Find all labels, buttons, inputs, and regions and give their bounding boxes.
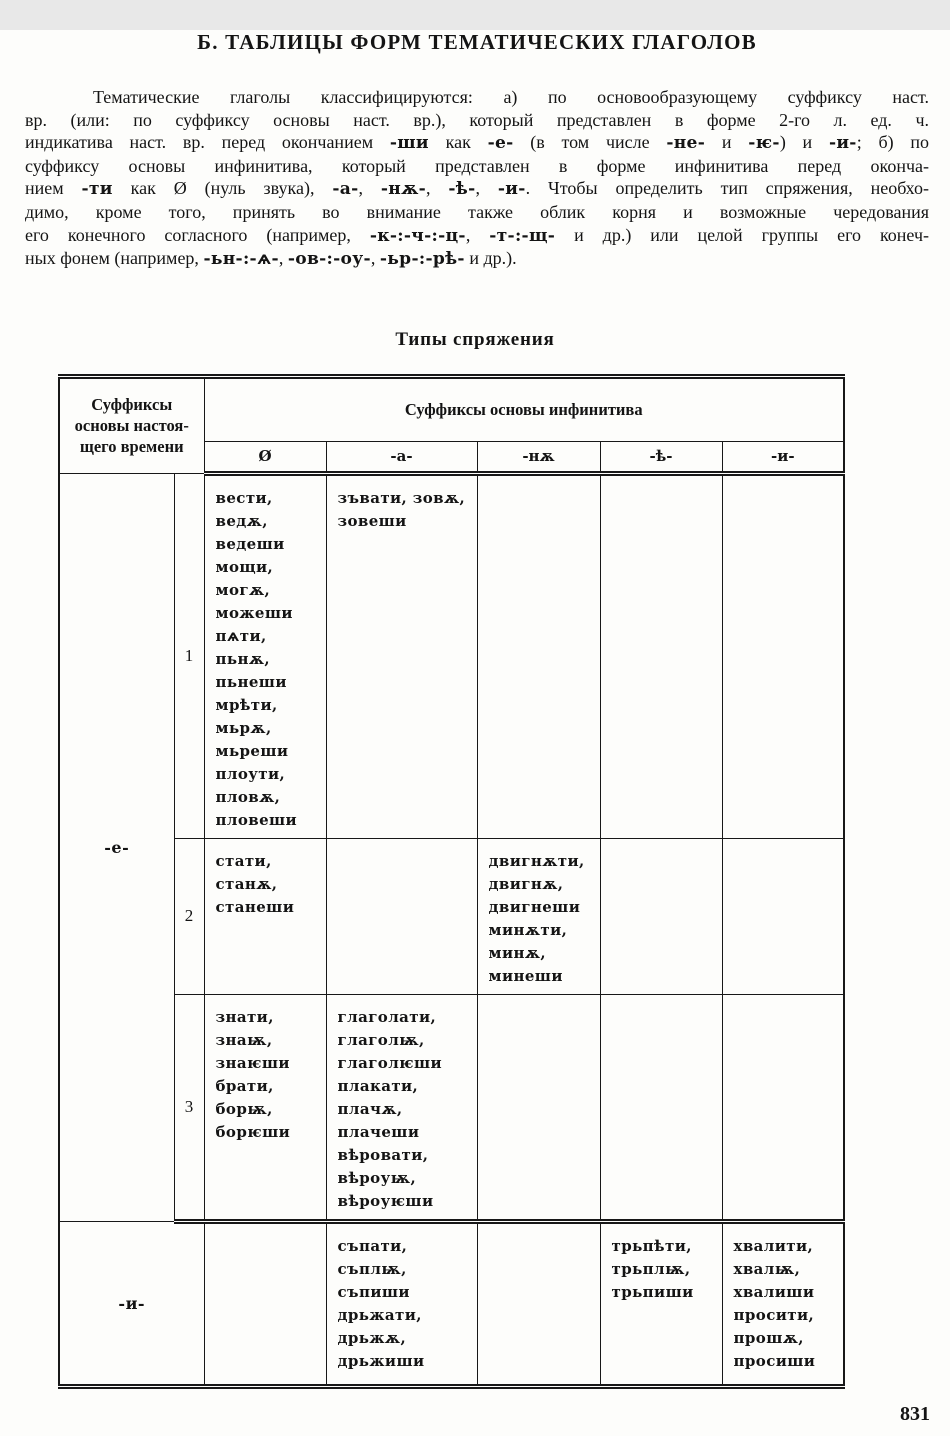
infinitive-stem-header: Суффиксы основы инфинитива bbox=[204, 376, 844, 441]
verb-form: знати, bbox=[215, 1007, 274, 1026]
verb-cell bbox=[600, 994, 722, 1221]
table-title: Типы спряжения bbox=[395, 328, 555, 350]
paragraph-line bbox=[25, 177, 929, 201]
verb-form: вѣроуѥши bbox=[337, 1191, 434, 1210]
verb-form: борѭ, bbox=[215, 1099, 273, 1118]
verb-cell bbox=[326, 1221, 477, 1386]
verb-form: мощи, bbox=[215, 557, 274, 576]
verb-form: станѫ, bbox=[215, 874, 278, 893]
paragraph-text: , bbox=[278, 248, 288, 269]
paragraph-text: как Ø (нуль звука), bbox=[112, 178, 333, 199]
verb-form: съплѭ, bbox=[337, 1259, 407, 1278]
present-stem-header-line: щего времени bbox=[79, 437, 184, 457]
verb-cell bbox=[722, 1221, 844, 1386]
verb-form: плачѫ, bbox=[337, 1099, 403, 1118]
verb-cell bbox=[326, 838, 477, 994]
verb-form: минеши bbox=[488, 966, 563, 985]
verb-cell bbox=[204, 838, 326, 994]
verb-form: дрьжѫ, bbox=[337, 1328, 407, 1347]
verb-form: пловеши bbox=[215, 810, 298, 829]
verb-form: плачеши bbox=[337, 1122, 420, 1141]
paragraph-line bbox=[25, 224, 929, 248]
paragraph-text: , bbox=[475, 178, 498, 199]
verb-cell bbox=[722, 473, 844, 838]
table-row bbox=[59, 838, 844, 994]
verb-form: ведеши bbox=[215, 534, 285, 553]
paragraph-text: вр. (или: по суффиксу основы наст. вр.), который представлен в форме 2-го л. ед. ч. bbox=[25, 109, 929, 130]
verb-cell bbox=[722, 838, 844, 994]
paragraph-text: . Чтобы определить тип спряжения, необхо- bbox=[525, 178, 929, 199]
paragraph-text: , bbox=[358, 178, 381, 199]
column-header-i: -и- bbox=[722, 441, 844, 473]
column-header-zero: Ø bbox=[204, 441, 326, 473]
verb-form: мрѣти, bbox=[215, 695, 278, 714]
verb-form: станеши bbox=[215, 897, 295, 916]
verb-form: глаголѥши bbox=[337, 1053, 443, 1072]
verb-form: плакати, bbox=[337, 1076, 419, 1095]
verb-form: двигнеши bbox=[488, 897, 581, 916]
verb-form: ведѫ, bbox=[215, 511, 268, 530]
verb-form: вѣроуѭ, bbox=[337, 1168, 417, 1187]
ocs-suffix: -ти bbox=[81, 179, 113, 200]
ocs-suffix: -ьн-:-ѧ- bbox=[203, 249, 279, 270]
verb-form: знаѭ, bbox=[215, 1030, 273, 1049]
verb-cell bbox=[477, 994, 600, 1221]
paragraph-text: димо, кроме того, принять во внимание также облик корня и возможные чередования bbox=[25, 201, 929, 222]
column-header-a: -а- bbox=[326, 441, 477, 473]
verb-form: плоути, bbox=[215, 764, 286, 783]
ocs-suffix: -ши bbox=[389, 133, 429, 154]
verb-cell bbox=[204, 473, 326, 838]
paragraph-line bbox=[25, 109, 929, 132]
paragraph-line bbox=[25, 155, 929, 178]
verb-form: прошѫ, bbox=[733, 1328, 804, 1347]
verb-form: мьрѫ, bbox=[215, 718, 272, 737]
verb-form: пьнеши bbox=[215, 672, 287, 691]
present-stem-header-line: основы настоя- bbox=[74, 416, 189, 436]
ocs-suffix: -ѣ- bbox=[448, 179, 476, 200]
ocs-suffix: -ьр-:-рѣ- bbox=[379, 249, 465, 270]
column-header-jat: -ѣ- bbox=[600, 441, 722, 473]
stem-suffix-label: -и- bbox=[59, 1221, 204, 1386]
verb-form: пьнѫ, bbox=[215, 649, 271, 668]
paragraph-text: , bbox=[426, 178, 449, 199]
verb-form: трьпѣти, bbox=[611, 1236, 692, 1255]
verb-cell bbox=[204, 1221, 326, 1386]
ocs-suffix: -не- bbox=[666, 133, 706, 154]
verb-cell bbox=[600, 1221, 722, 1386]
paragraph-text: и bbox=[705, 132, 749, 153]
verb-cell bbox=[477, 473, 600, 838]
paragraph-text: как bbox=[428, 132, 488, 153]
verb-form: дрьжиши bbox=[337, 1351, 425, 1370]
verb-form: дрьжати, bbox=[337, 1305, 422, 1324]
paragraph-line bbox=[25, 201, 929, 224]
verb-form: вѣровати, bbox=[337, 1145, 429, 1164]
paragraph-text: и др.). bbox=[464, 248, 517, 269]
verb-cell bbox=[477, 1221, 600, 1386]
verb-form: мьреши bbox=[215, 741, 289, 760]
paragraph-text: нием bbox=[25, 178, 82, 199]
conjugation-table bbox=[58, 374, 845, 1389]
paragraph-text: , bbox=[370, 248, 380, 269]
verb-form: брати, bbox=[215, 1076, 274, 1095]
paragraph-line bbox=[25, 247, 929, 271]
verb-form: глаголѭ, bbox=[337, 1030, 425, 1049]
paragraph-text: суффиксу основы инфинитива, который представлен в форме инфинитива перед оконча- bbox=[25, 155, 929, 176]
verb-form: трьпиши bbox=[611, 1282, 694, 1301]
verb-cell bbox=[722, 994, 844, 1221]
verb-cell bbox=[326, 994, 477, 1221]
verb-form: двигнѫти, bbox=[488, 851, 585, 870]
paragraph-line bbox=[25, 131, 929, 155]
ocs-suffix: -т-:-щ- bbox=[489, 225, 556, 246]
paragraph-text: ; б) по bbox=[856, 132, 929, 153]
ocs-suffix: -и- bbox=[497, 179, 526, 200]
present-stem-header bbox=[59, 376, 204, 473]
verb-form: могѫ, bbox=[215, 580, 271, 599]
verb-cell bbox=[326, 473, 477, 838]
verb-form: пѧти, bbox=[215, 626, 267, 645]
ocs-suffix: -е- bbox=[487, 133, 514, 154]
book-page bbox=[0, 30, 950, 1436]
verb-form: стати, bbox=[215, 851, 272, 870]
conjugation-table-body bbox=[59, 473, 844, 1386]
ocs-suffix: -нѫ- bbox=[380, 179, 427, 200]
table-row bbox=[59, 473, 844, 838]
class-number: 2 bbox=[174, 838, 204, 994]
verb-form: борѥши bbox=[215, 1122, 291, 1141]
verb-form: глаголати, bbox=[337, 1007, 437, 1026]
verb-cell bbox=[600, 838, 722, 994]
verb-form: хвалити, bbox=[733, 1236, 814, 1255]
paragraph-text: ) и bbox=[779, 132, 829, 153]
verb-form: просиши bbox=[733, 1351, 816, 1370]
paragraph-line bbox=[25, 86, 929, 109]
paragraph-text: Тематические глаголы классифицируются: а) по основообразующему суффиксу наст. bbox=[93, 87, 929, 107]
verb-form: минѫ, bbox=[488, 943, 547, 962]
paragraph-text: его конечного согласного (например, bbox=[25, 224, 370, 245]
page-title: Б. ТАБЛИЦЫ ФОРМ ТЕМАТИЧЕСКИХ ГЛАГОЛОВ bbox=[197, 30, 757, 54]
verb-form: можеши bbox=[215, 603, 293, 622]
stem-suffix-label: -е- bbox=[59, 473, 174, 1221]
paragraph-text: (в том числе bbox=[513, 132, 667, 153]
class-number: 3 bbox=[174, 994, 204, 1221]
verb-form: съпати, bbox=[337, 1236, 408, 1255]
verb-form: съпиши bbox=[337, 1282, 410, 1301]
intro-paragraph bbox=[25, 86, 929, 271]
verb-form: хвалиши bbox=[733, 1282, 815, 1301]
paragraph-text: и др.) или целой группы его конеч- bbox=[555, 224, 929, 245]
verb-cell bbox=[600, 473, 722, 838]
present-stem-header-line: Суффиксы bbox=[91, 395, 173, 415]
verb-form: вести, bbox=[215, 488, 273, 507]
ocs-suffix: -а- bbox=[332, 179, 359, 200]
ocs-suffix: -ѥ- bbox=[748, 133, 780, 154]
verb-form: двигнѫ, bbox=[488, 874, 564, 893]
verb-form: пловѫ, bbox=[215, 787, 281, 806]
verb-form: минѫти, bbox=[488, 920, 568, 939]
verb-form: хвалѭ, bbox=[733, 1259, 801, 1278]
page-number: 831 bbox=[900, 1402, 930, 1425]
verb-form: зъвати, зовѫ, bbox=[337, 488, 466, 507]
column-header-nQ: -нѫ bbox=[477, 441, 600, 473]
table-row bbox=[59, 1221, 844, 1386]
verb-form: знаѥши bbox=[215, 1053, 290, 1072]
ocs-suffix: -к-:-ч-:-ц- bbox=[369, 225, 466, 246]
ocs-suffix: -и- bbox=[828, 133, 857, 154]
paragraph-text: ных фонем (например, bbox=[25, 248, 204, 269]
class-number: 1 bbox=[174, 473, 204, 838]
verb-form: зовеши bbox=[337, 511, 407, 530]
verb-form: трьплѭ, bbox=[611, 1259, 691, 1278]
verb-form: просити, bbox=[733, 1305, 815, 1324]
paragraph-text: , bbox=[465, 224, 490, 245]
table-row bbox=[59, 994, 844, 1221]
ocs-suffix: -ов-:-оу- bbox=[287, 249, 371, 270]
verb-cell bbox=[477, 838, 600, 994]
paragraph-text: индикатива наст. вр. перед окончанием bbox=[25, 132, 390, 153]
verb-cell bbox=[204, 994, 326, 1221]
